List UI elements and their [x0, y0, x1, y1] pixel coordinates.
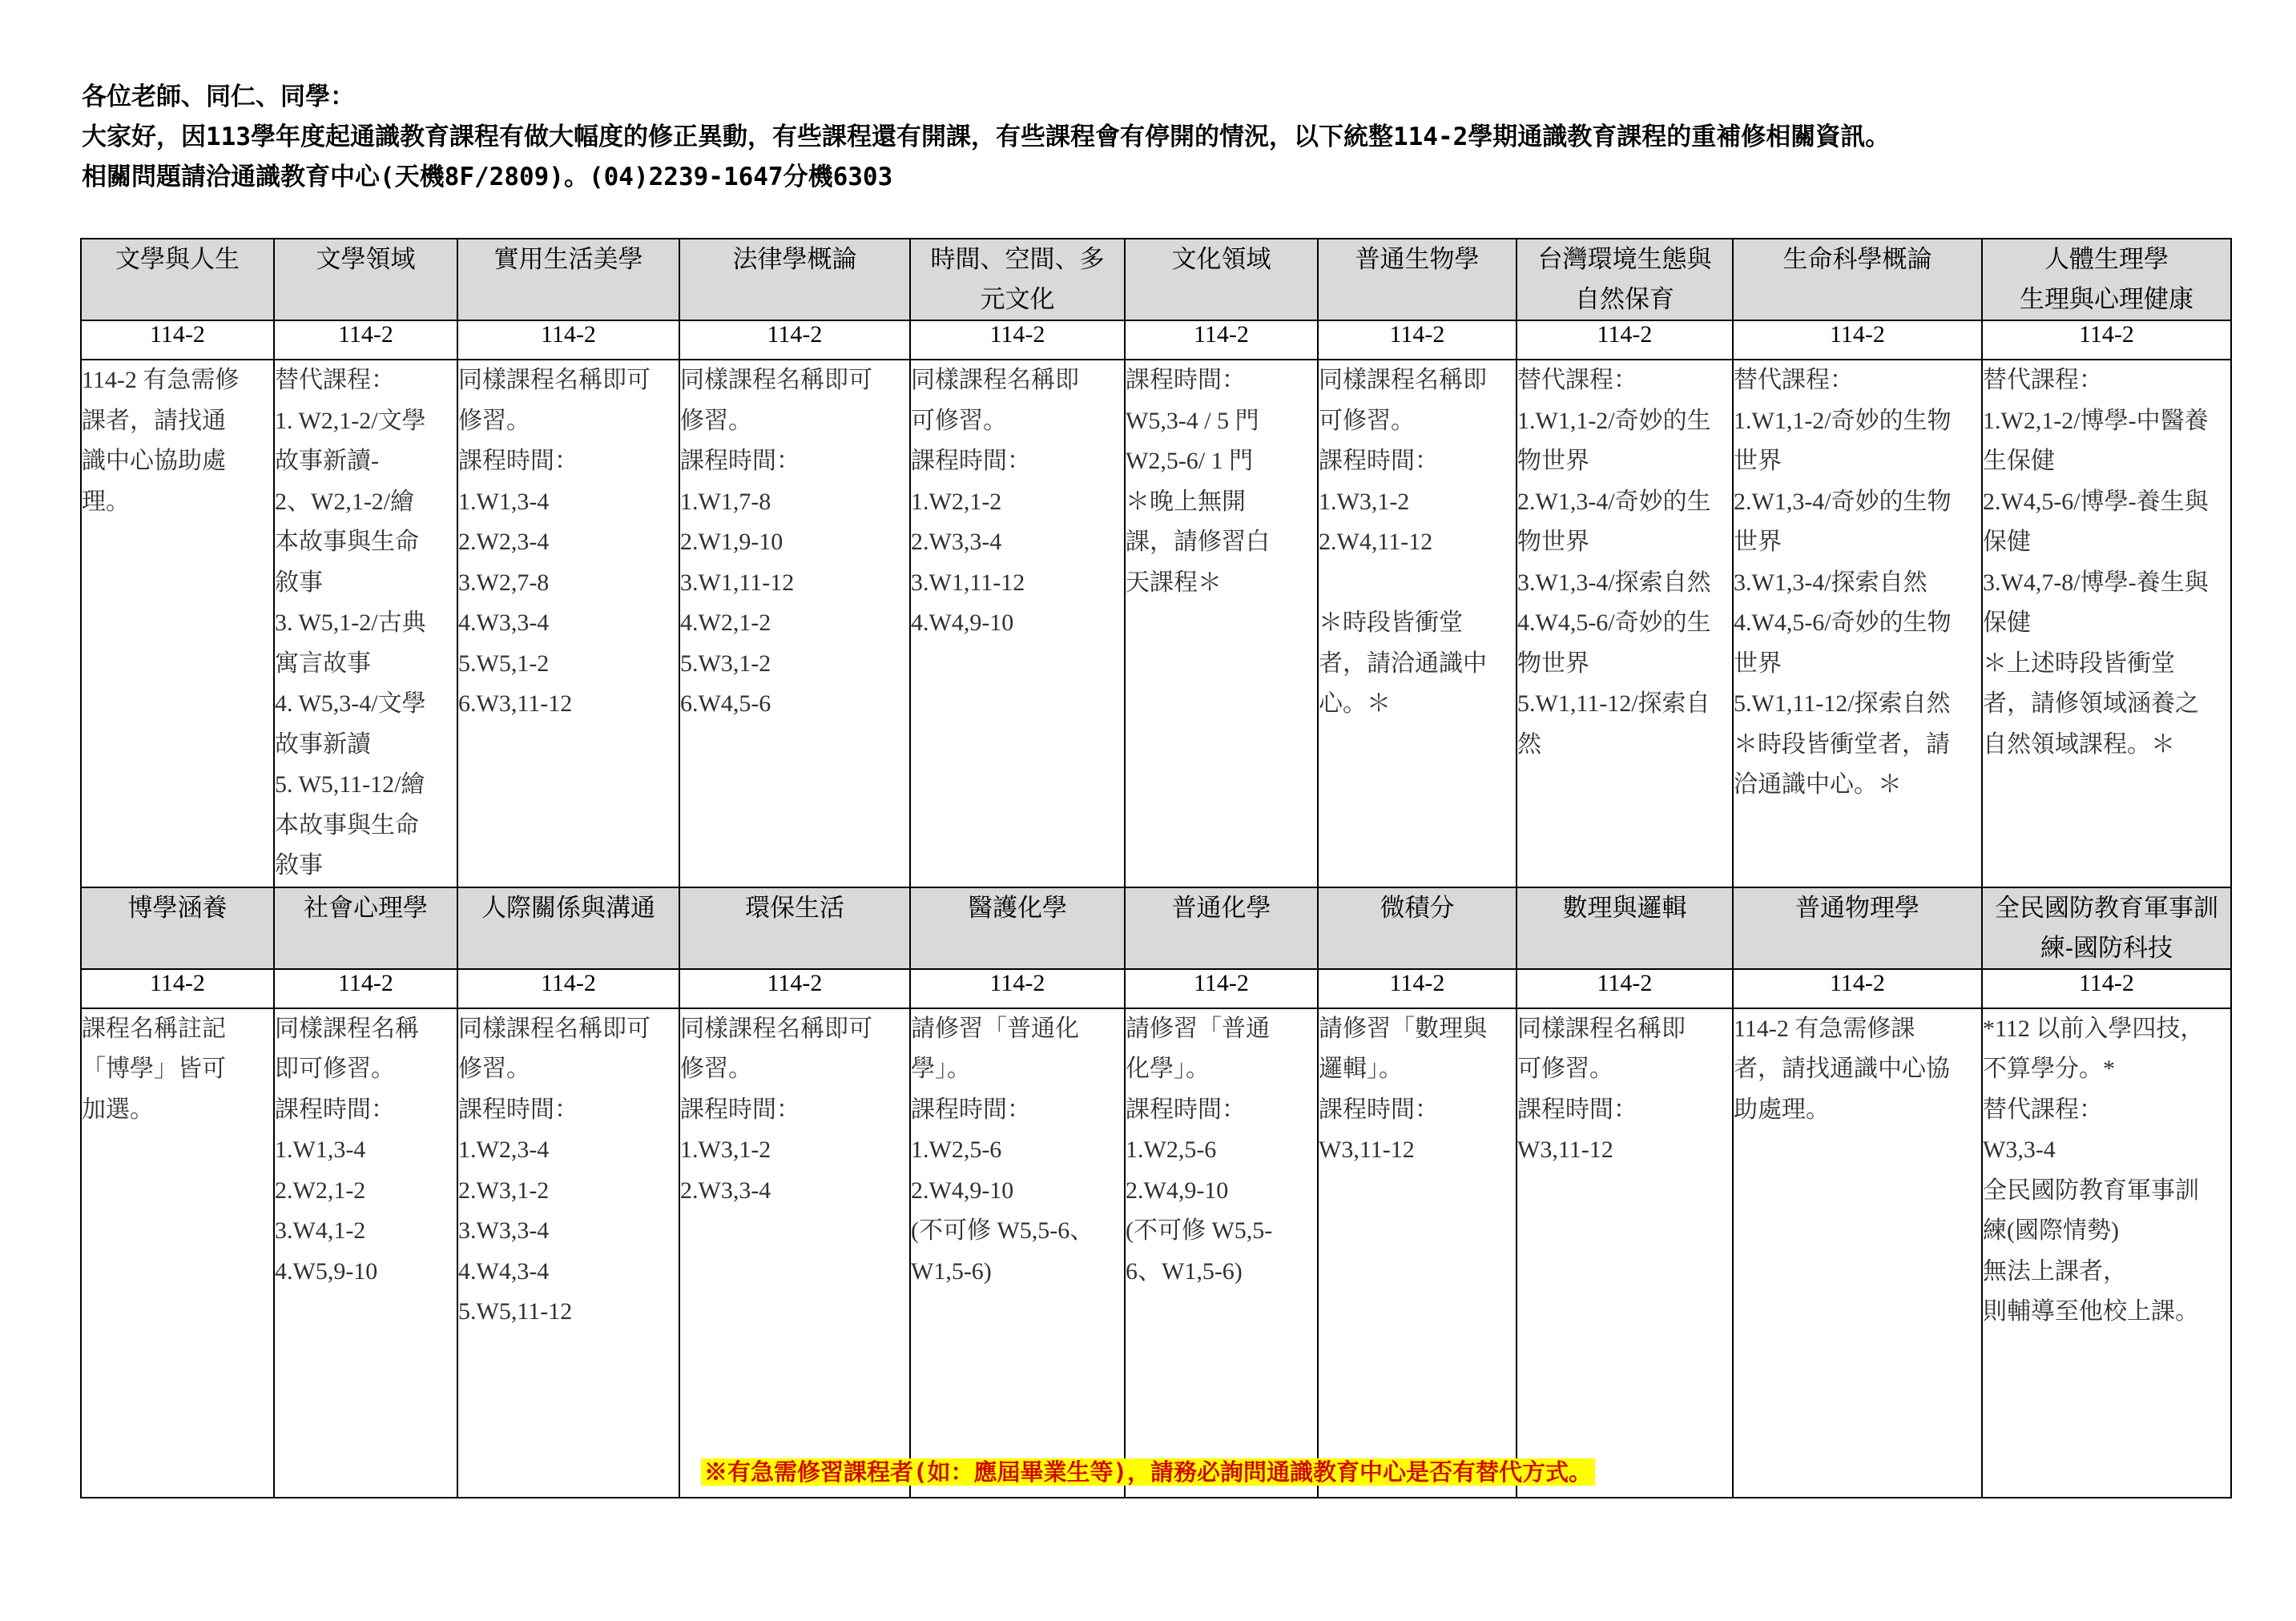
detail-line: 自然領域課程。＊ — [1983, 730, 2175, 758]
detail-line: ＊上述時段皆衝堂 — [1983, 650, 2175, 677]
course-name-cell — [1517, 887, 1733, 969]
course-name-line: 生理與心理健康 — [2020, 285, 2193, 313]
course-name-line: 台灣環境生態與 — [1537, 245, 1712, 273]
course-name-cell — [1733, 887, 1982, 969]
course-name-line: 普通物理學 — [1795, 893, 1919, 922]
detail-line: 1.W1,3-4 — [275, 1136, 366, 1163]
detail-line: 4.W4,5-6/奇妙的生 — [1517, 609, 1711, 636]
detail-line: 課程時間： — [458, 448, 578, 474]
detail-line: 3.W3,3-4 — [458, 1217, 550, 1244]
detail-line: 同樣課程名稱即可 — [680, 1015, 872, 1042]
detail-line: 4.W2,1-2 — [680, 609, 771, 636]
detail-line: 課程時間： — [911, 1096, 1031, 1123]
detail-line: 課程時間： — [1126, 367, 1246, 393]
announcement-line: 大家好，因113學年度起通識教育課程有做大幅度的修正異動，有些課程還有開課，有些課程會有停開的情況，以下統整114-2學期通識教育課程的重補修相關資訊。 — [82, 123, 1891, 151]
course-name-cell — [81, 239, 274, 320]
detail-line: 練(國際情勢) — [1983, 1217, 2119, 1244]
detail-line: 2、W2,1-2/繪 — [275, 488, 415, 515]
course-name-cell — [1517, 239, 1733, 320]
detail-line: 修習。 — [458, 1056, 530, 1082]
course-name-line: 普通生物學 — [1355, 245, 1480, 273]
detail-line: 修習。 — [680, 407, 752, 434]
detail-line: 替代課程： — [1517, 367, 1637, 393]
detail-line: 5.W5,1-2 — [458, 650, 550, 677]
detail-line: 3.W4,1-2 — [275, 1217, 366, 1244]
detail-line: 不算學分。* — [1983, 1056, 2115, 1082]
course-name-cell — [1982, 239, 2231, 320]
term-row — [81, 969, 2231, 1008]
course-detail-cell — [679, 360, 910, 887]
detail-line: 1.W2,5-6 — [1126, 1136, 1217, 1163]
detail-line: 課程時間： — [458, 1096, 578, 1123]
detail-line: 課程時間： — [911, 448, 1031, 474]
detail-line: 3. W5,1-2/古典 — [275, 609, 426, 636]
term-cell: 114-2 — [274, 320, 457, 360]
course-name-line: 文化領域 — [1171, 245, 1271, 273]
course-name-cell — [1125, 887, 1318, 969]
course-name-line: 博學涵養 — [127, 893, 228, 922]
detail-line: 3.W1,3-4/探索自然 — [1517, 569, 1711, 596]
term-cell: 114-2 — [81, 969, 274, 1008]
detail-line: ＊時段皆衝堂者，請 — [1734, 730, 1950, 758]
detail-line: 1.W1,1-2/奇妙的生物 — [1734, 407, 1952, 434]
term-cell: 114-2 — [910, 969, 1125, 1008]
detail-line: 者，請找通識中心協 — [1734, 1056, 1950, 1082]
course-table — [80, 238, 2232, 1498]
detail-line: 請修習「普通化 — [911, 1015, 1079, 1042]
detail-line: 1.W2,1-2 — [911, 488, 1002, 515]
course-name-line: 法律學概論 — [732, 245, 857, 273]
course-detail-cell — [1318, 1008, 1517, 1498]
detail-line: 2.W3,3-4 — [680, 1177, 771, 1204]
course-name-line: 實用生活美學 — [493, 245, 643, 273]
course-detail-cell — [81, 1008, 274, 1498]
detail-line: 請修習「數理與 — [1319, 1015, 1487, 1042]
course-name-line: 文學與人生 — [115, 245, 240, 273]
term-cell: 114-2 — [457, 320, 679, 360]
detail-line: (不可修 W5,5- — [1126, 1217, 1273, 1244]
detail-line: 6.W3,11-12 — [458, 690, 573, 717]
course-name-cell — [1125, 239, 1318, 320]
course-name-cell — [679, 887, 910, 969]
detail-line: 物世界 — [1517, 529, 1589, 555]
course-name-cell — [274, 239, 457, 320]
course-name-cell — [1982, 887, 2231, 969]
detail-line: 理。 — [82, 488, 130, 515]
course-detail-cell — [81, 360, 274, 887]
detail-line: 1.W2,5-6 — [911, 1136, 1002, 1163]
detail-line: 2.W3,3-4 — [911, 529, 1002, 555]
detail-line: 即可修習。 — [275, 1056, 395, 1082]
detail-line — [1319, 563, 1516, 604]
detail-line: 者，請修領域涵養之 — [1983, 690, 2199, 717]
term-cell: 114-2 — [679, 969, 910, 1008]
detail-line: 課者，請找通 — [82, 407, 226, 434]
detail-line: ＊晚上無開 — [1126, 488, 1246, 515]
course-name-line: 微積分 — [1380, 893, 1455, 922]
detail-line: W3,11-12 — [1319, 1136, 1415, 1163]
detail-line: 課程時間： — [1517, 1096, 1637, 1123]
detail-line: 者，請洽通識中 — [1319, 650, 1487, 677]
term-cell: 114-2 — [457, 969, 679, 1008]
term-cell: 114-2 — [1982, 969, 2231, 1008]
course-header-row — [81, 239, 2231, 320]
detail-line: 1.W2,1-2/博學-中醫養 — [1983, 407, 2209, 434]
course-detail-cell — [457, 360, 679, 887]
detail-line: 1.W2,3-4 — [458, 1136, 550, 1163]
detail-line: 同樣課程名稱即可 — [458, 367, 651, 393]
detail-line: 6、W1,5-6) — [1126, 1257, 1243, 1285]
detail-line: W1,5-6) — [911, 1257, 992, 1285]
detail-line: ＊時段皆衝堂 — [1319, 609, 1463, 636]
detail-line: 5.W5,11-12 — [458, 1298, 573, 1325]
detail-line: 化學」。 — [1126, 1056, 1210, 1082]
detail-line: 2.W2,3-4 — [458, 529, 550, 555]
detail-line: 2.W1,9-10 — [680, 529, 783, 555]
detail-line: 5. W5,11-12/繪 — [275, 771, 425, 798]
detail-line: *112 以前入學四技， — [1983, 1015, 2205, 1042]
intro-notice — [82, 77, 2245, 197]
detail-line: 世界 — [1734, 529, 1782, 555]
footnote-text: ※有急需修習課程者(如：應屆畢業生等)，請務必詢問通識教育中心是否有替代方式。 — [701, 1458, 1595, 1486]
term-cell: 114-2 — [1318, 320, 1517, 360]
course-name-cell — [910, 239, 1125, 320]
detail-line: 114-2 有急需修課 — [1734, 1015, 1915, 1042]
detail-line: 本故事與生命 — [275, 811, 419, 839]
detail-line: 學」。 — [911, 1056, 971, 1082]
detail-line: 114-2 有急需修 — [82, 367, 240, 393]
detail-line: 課程名稱註記 — [82, 1015, 226, 1042]
detail-line: 寓言故事 — [275, 650, 371, 677]
detail-line: 2.W3,1-2 — [458, 1177, 550, 1204]
urgent-footnote — [0, 1456, 2296, 1488]
detail-line: 天課程＊ — [1126, 569, 1222, 596]
course-detail-cell — [1318, 360, 1517, 887]
detail-line: 4. W5,3-4/文學 — [275, 690, 426, 717]
detail-line: 請修習「普通 — [1126, 1015, 1270, 1042]
course-detail-cell — [274, 360, 457, 887]
detail-line: 替代課程： — [275, 367, 395, 393]
detail-line: 課，請修習白 — [1126, 529, 1270, 555]
detail-line: 4.W4,9-10 — [911, 609, 1014, 636]
course-detail-cell — [1517, 360, 1733, 887]
detail-line: 同樣課程名稱即 — [1517, 1015, 1686, 1042]
detail-line: 替代課程： — [1983, 367, 2103, 393]
detail-line: 4.W4,3-4 — [458, 1257, 550, 1285]
course-name-line: 社會心理學 — [304, 893, 428, 922]
detail-line: 可修習。 — [911, 407, 1007, 434]
detail-line: 修習。 — [680, 1056, 752, 1082]
detail-line: 世界 — [1734, 650, 1782, 677]
course-name-line: 普通化學 — [1171, 893, 1271, 922]
detail-line: 5.W1,11-12/探索自 — [1517, 690, 1710, 717]
course-name-line: 環保生活 — [745, 893, 844, 922]
detail-line: 然 — [1517, 730, 1541, 758]
detail-line: W3,3-4 — [1983, 1136, 2056, 1163]
detail-line: 3.W1,11-12 — [680, 569, 795, 596]
course-detail-cell — [1517, 1008, 1733, 1498]
course-detail-cell — [1733, 360, 1982, 887]
detail-line: 同樣課程名稱 — [275, 1015, 419, 1042]
detail-line: 1.W1,3-4 — [458, 488, 550, 515]
detail-line: 2.W1,3-4/奇妙的生 — [1517, 488, 1711, 515]
detail-line: 同樣課程名稱即可 — [680, 367, 872, 393]
course-detail-cell — [910, 360, 1125, 887]
detail-line: W2,5-6/ 1 門 — [1126, 448, 1254, 474]
course-name-line: 人際關係與溝通 — [481, 893, 655, 922]
term-cell: 114-2 — [1517, 320, 1733, 360]
term-cell: 114-2 — [1517, 969, 1733, 1008]
course-detail-cell — [1982, 1008, 2231, 1498]
detail-line: 課程時間： — [275, 1096, 395, 1123]
detail-line: 敘事 — [275, 569, 323, 596]
course-name-line: 文學領域 — [316, 245, 416, 273]
detail-line: 可修習。 — [1319, 407, 1415, 434]
detail-line: W3,11-12 — [1517, 1136, 1613, 1163]
detail-line: 課程時間： — [680, 448, 800, 474]
detail-line: 3.W4,7-8/博學-養生與 — [1983, 569, 2209, 596]
detail-line: 替代課程： — [1983, 1096, 2103, 1123]
course-name-cell — [457, 239, 679, 320]
detail-line: 2.W4,9-10 — [1126, 1177, 1229, 1204]
detail-line: 4.W4,5-6/奇妙的生物 — [1734, 609, 1952, 636]
course-name-line: 生命科學概論 — [1782, 245, 1932, 273]
detail-line: 4.W3,3-4 — [458, 609, 550, 636]
term-cell: 114-2 — [1733, 969, 1982, 1008]
detail-line: 替代課程： — [1734, 367, 1854, 393]
course-name-line: 人體生理學 — [2044, 245, 2169, 273]
detail-line: 課程時間： — [1319, 1096, 1439, 1123]
course-name-cell — [679, 239, 910, 320]
detail-line: 同樣課程名稱即 — [1319, 367, 1487, 393]
detail-line: 故事新讀- — [275, 448, 379, 474]
course-name-line: 數理與邏輯 — [1562, 893, 1687, 922]
course-name-line: 練-國防科技 — [2040, 933, 2173, 962]
detail-line: 4.W5,9-10 — [275, 1257, 378, 1285]
course-header-row — [81, 887, 2231, 969]
detail-line: 課程時間： — [1319, 448, 1439, 474]
detail-line: 2.W2,1-2 — [275, 1177, 366, 1204]
detail-line: 保健 — [1983, 529, 2031, 555]
detail-line: W5,3-4 / 5 門 — [1126, 407, 1259, 434]
detail-line: 課程時間： — [1126, 1096, 1246, 1123]
course-detail-cell — [910, 1008, 1125, 1498]
course-detail-cell — [1125, 1008, 1318, 1498]
detail-line: 2.W4,11-12 — [1319, 529, 1433, 555]
detail-line: 1.W3,1-2 — [1319, 488, 1410, 515]
detail-line: 故事新讀 — [275, 730, 371, 758]
course-name-line: 元文化 — [980, 285, 1055, 313]
detail-line: 5.W1,11-12/探索自然 — [1734, 690, 1951, 717]
detail-line: 加選。 — [82, 1096, 154, 1123]
detail-line: 5.W3,1-2 — [680, 650, 771, 677]
course-name-cell — [274, 887, 457, 969]
course-detail-cell — [1125, 360, 1318, 887]
detail-line: 物世界 — [1517, 650, 1589, 677]
course-detail-row — [81, 1008, 2231, 1498]
detail-line: 6.W4,5-6 — [680, 690, 771, 717]
detail-line: 2.W4,9-10 — [911, 1177, 1014, 1204]
detail-line: 生保健 — [1983, 448, 2055, 474]
term-cell: 114-2 — [1982, 320, 2231, 360]
detail-line: 1.W1,7-8 — [680, 488, 771, 515]
term-cell: 114-2 — [1733, 320, 1982, 360]
detail-line: 3.W1,11-12 — [911, 569, 1025, 596]
course-name-cell — [457, 887, 679, 969]
detail-line: 修習。 — [458, 407, 530, 434]
detail-line: 世界 — [1734, 448, 1782, 474]
course-detail-cell — [274, 1008, 457, 1498]
detail-line: 識中心協助處 — [82, 448, 226, 474]
course-name-cell — [1318, 239, 1517, 320]
detail-line: 洽通識中心。＊ — [1734, 771, 1902, 798]
term-cell: 114-2 — [1125, 969, 1318, 1008]
course-detail-row — [81, 360, 2231, 887]
detail-line: 課程時間： — [680, 1096, 800, 1123]
detail-line: 「博學」皆可 — [82, 1056, 226, 1082]
course-detail-cell — [1733, 1008, 1982, 1498]
detail-line: 1.W1,1-2/奇妙的生 — [1517, 407, 1711, 434]
detail-line: 保健 — [1983, 609, 2031, 636]
detail-line: 可修習。 — [1517, 1056, 1613, 1082]
term-cell: 114-2 — [1125, 320, 1318, 360]
course-detail-cell — [1982, 360, 2231, 887]
course-name-cell — [910, 887, 1125, 969]
term-row — [81, 320, 2231, 360]
detail-line: 1. W2,1-2/文學 — [275, 407, 426, 434]
term-cell: 114-2 — [910, 320, 1125, 360]
term-cell: 114-2 — [679, 320, 910, 360]
term-cell: 114-2 — [274, 969, 457, 1008]
term-cell: 114-2 — [81, 320, 274, 360]
course-detail-cell — [457, 1008, 679, 1498]
detail-line: 邏輯」。 — [1319, 1056, 1403, 1082]
course-name-line: 全民國防教育軍事訓 — [1995, 893, 2218, 922]
detail-line: 則輔導至他校上課。 — [1983, 1298, 2199, 1325]
detail-line: 3.W2,7-8 — [458, 569, 550, 596]
detail-line: 同樣課程名稱即 — [911, 367, 1079, 393]
course-name-line: 時間、空間、多 — [930, 245, 1105, 273]
detail-line: 心。＊ — [1319, 690, 1391, 717]
detail-line: 物世界 — [1517, 448, 1589, 474]
detail-line: 2.W4,5-6/博學-養生與 — [1983, 488, 2209, 515]
detail-line: 1.W3,1-2 — [680, 1136, 771, 1163]
detail-line: (不可修 W5,5-6、 — [911, 1217, 1094, 1244]
detail-line: 本故事與生命 — [275, 529, 419, 555]
detail-line: 無法上課者， — [1983, 1257, 2127, 1285]
course-name-cell — [1318, 887, 1517, 969]
detail-line: 2.W1,3-4/奇妙的生物 — [1734, 488, 1952, 515]
detail-line: 3.W1,3-4/探索自然 — [1734, 569, 1927, 596]
detail-line: 助處理。 — [1734, 1096, 1830, 1123]
course-detail-cell — [679, 1008, 910, 1498]
course-name-cell — [81, 887, 274, 969]
detail-line: 全民國防教育軍事訓 — [1983, 1177, 2199, 1204]
term-cell: 114-2 — [1318, 969, 1517, 1008]
course-name-line: 自然保育 — [1575, 285, 1674, 313]
greeting-line: 各位老師、同仁、同學： — [82, 82, 355, 111]
detail-line: 同樣課程名稱即可 — [458, 1015, 651, 1042]
course-name-cell — [1733, 239, 1982, 320]
contact-line: 相關問題請洽通識教育中心(天機8F/2809)。(04)2239-1647分機6303 — [82, 163, 893, 191]
course-name-line: 醫護化學 — [968, 893, 1067, 922]
detail-line: 敘事 — [275, 852, 323, 879]
